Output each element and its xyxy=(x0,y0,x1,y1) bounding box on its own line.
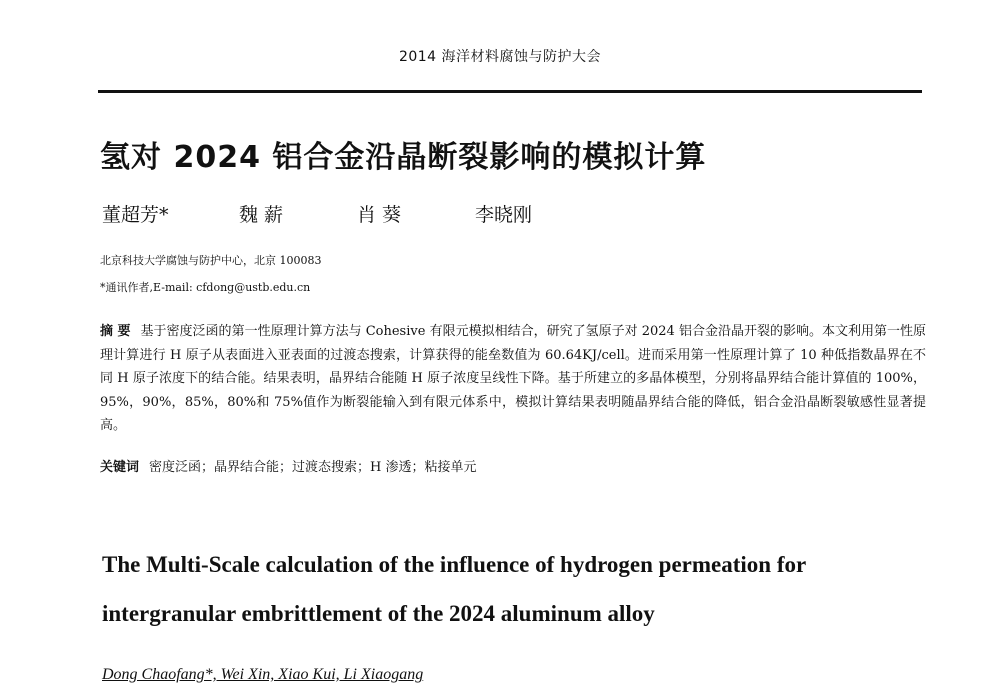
header-rule xyxy=(98,90,922,93)
conference-header: 2014 海洋材料腐蚀与防护大会 xyxy=(398,49,602,65)
keywords-label: 关键词 xyxy=(100,460,140,475)
keywords xyxy=(100,456,477,475)
title-english: The Multi-Scale calculation of the influence of hydrogen permeation for intergranular embrittlement of the 2024 aluminum alloy xyxy=(102,552,806,626)
author-name: 肖 葵 xyxy=(357,204,402,226)
abstract-label: 摘 要 xyxy=(100,324,131,339)
author-name: 李晓刚 xyxy=(475,204,533,226)
keywords-text: 密度泛函；晶界结合能；过渡态搜索；H 渗透；粘接单元 xyxy=(149,460,477,475)
author-name: 魏 薪 xyxy=(239,204,284,226)
abstract-text: 基于密度泛函的第一性原理计算方法与 Cohesive 有限元模拟相结合，研究了氢原子对 2024 铝合金沿晶开裂的影响。本文利用第一性原理计算进行 H 原子从表面进入亚表面的过渡态搜索，计算获得的能垒数值为 60.64KJ/cell。进而采用第一性原理计算了 10 种低指数晶界在不同 H 原子浓度下的结合能。结果表明，晶界结合能随 H 原子浓度呈线性下降。基于所建立的多晶体模型，分别将晶界结合能计算值的 100%，95%，90%，85%，80%和 75%值作为断裂能输入到有限元体系中，模拟计算结果表明随晶界结合能的降低，铝合金沿晶断裂敏感性显著提高。 xyxy=(100,324,927,433)
corresponding-author: *通讯作者,E-mail: cfdong@ustb.edu.cn xyxy=(100,281,311,294)
abstract xyxy=(100,320,926,438)
author-name: 董超芳* xyxy=(102,204,169,226)
affiliation: 北京科技大学腐蚀与防护中心，北京 100083 xyxy=(100,254,322,267)
title-chinese: 氢对 2024 铝合金沿晶断裂影响的模拟计算 xyxy=(100,140,707,175)
author-list-english: Dong Chaofang*, Wei Xin, Xiao Kui, Li Xiaogang xyxy=(102,666,424,683)
